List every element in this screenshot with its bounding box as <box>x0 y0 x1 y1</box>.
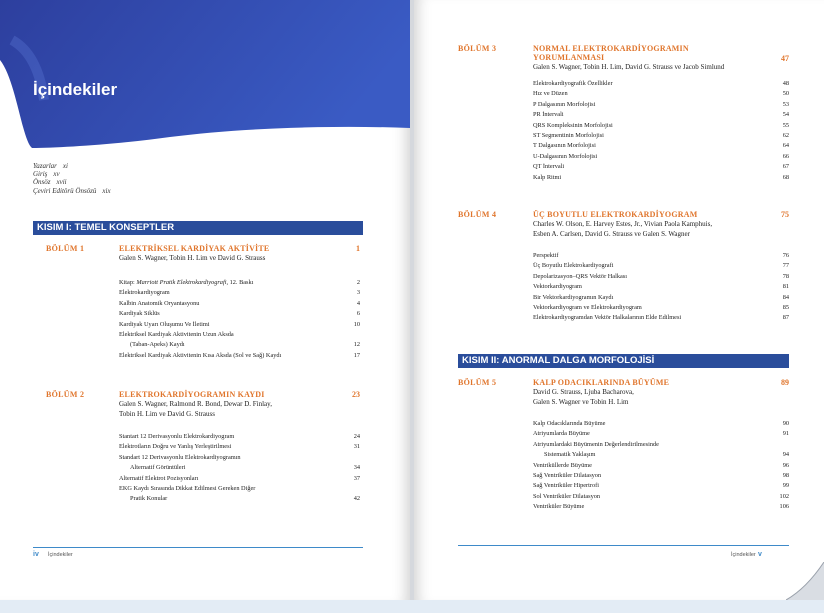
toc-row[interactable]: Kitap: Marriott Pratik Elektrokardiyografi, 12. Baskı 2 <box>119 279 360 286</box>
chapter-label: BÖLÜM 2 <box>46 390 85 399</box>
toc-row[interactable]: Atriyumlarda Büyüme 91 <box>533 430 789 438</box>
page-number: iv <box>33 551 39 558</box>
toc-row[interactable]: Standart 12 Derivasyonlu Elektrokardiyogramın <box>119 453 241 461</box>
page-title: İçindekiler <box>33 80 118 99</box>
toc-row[interactable]: Elektrokardiyogram 3 <box>119 289 360 297</box>
toc-row[interactable]: Kardiyak Uyarı Oluşumu Ve İletimi 10 <box>119 320 360 328</box>
header-wave-graphic <box>0 0 410 150</box>
front-matter-list <box>33 162 111 195</box>
toc-row[interactable]: Elektrotların Doğru ve Yanlış Yerleştirilmesi 31 <box>119 443 360 451</box>
toc-row[interactable]: Perspektif 76 <box>533 252 789 259</box>
toc-row[interactable]: Ventriküler Büyüme 106 <box>533 503 789 511</box>
chapter-label: BÖLÜM 1 <box>46 244 85 253</box>
chapter-contents-list <box>533 251 789 324</box>
footer-rule <box>458 545 789 546</box>
page-number: v <box>758 551 762 558</box>
chapter-contents-list <box>533 79 789 183</box>
chapter-authors: Galen S. Wagner, Ralmond R. Bond, Dewar D. Finlay, Tobin H. Lim ve David G. Strauss <box>119 400 272 418</box>
chapter-authors: Galen S. Wagner, Tobin H. Lim ve David G. Strauss <box>119 254 266 262</box>
toc-row[interactable]: (Taban-Apeks) Kaydı 12 <box>130 341 360 349</box>
right-page <box>414 0 824 600</box>
toc-row[interactable]: Elektriksel Kardiyak Aktivitenin Kısa Aksda (Sol ve Sağ) Kaydı 17 <box>119 351 360 359</box>
viewer-bottom-strip <box>0 600 824 613</box>
toc-row[interactable]: QT İntervali 67 <box>533 163 789 171</box>
chapter-title[interactable]: ELEKTRİKSEL KARDİYAK AKTİVİTE <box>119 244 270 253</box>
chapter-title[interactable]: NORMAL ELEKTROKARDİYOGRAMIN YORUMLANMASI <box>533 44 689 62</box>
chapter-label: BÖLÜM 3 <box>458 44 497 53</box>
toc-row[interactable]: QRS Kompleksinin Morfolojisi 55 <box>533 121 789 129</box>
toc-row[interactable]: Elektriksel Kardiyak Aktivitenin Uzun Aksda <box>119 330 234 338</box>
toc-row[interactable]: Sol Ventriküler Dilatasyon 102 <box>533 492 789 500</box>
toc-row[interactable]: U-Dalgasının Morfolojisi 66 <box>533 152 789 160</box>
front-matter-item[interactable]: Yazarlar xi <box>33 162 68 170</box>
chapter-authors: Charles W. Olson, E. Harvey Estes, Jr., Vivian Paola Kamphuis, Esben A. Carlsen, David G. Strauss ve Galen S. Wagner <box>533 220 713 238</box>
chapter-entry <box>458 210 789 250</box>
chapter-label: BÖLÜM 5 <box>458 378 497 387</box>
chapter-contents-list <box>533 419 789 513</box>
toc-row[interactable]: Kardiyak Siklüs 6 <box>119 310 360 318</box>
chapter-title[interactable]: KALP ODACIKLARINDA BÜYÜME <box>533 378 670 387</box>
toc-row[interactable]: Sağ Ventriküler Hipertrofi 99 <box>533 482 789 490</box>
toc-row[interactable]: Stantart 12 Derivasyonlu Elektrokardiyogram 24 <box>119 433 360 440</box>
toc-row[interactable]: Vektorkardiyogram 81 <box>533 283 789 291</box>
footer-rule <box>33 547 363 548</box>
toc-row[interactable]: Alternatif Görüntüleri 34 <box>130 464 360 472</box>
running-footer: İçindekiler <box>48 552 73 558</box>
toc-row[interactable]: Alternatif Elektrot Pozisyonları 37 <box>119 474 360 482</box>
toc-row[interactable]: Bir Vektorkardiyogramın Kaydı 84 <box>533 293 789 301</box>
toc-row[interactable]: Ventriküllerde Büyüme 96 <box>533 461 789 469</box>
front-matter-item[interactable]: Giriş xv <box>33 170 60 179</box>
toc-row[interactable]: P Dalgasının Morfolojisi 53 <box>533 100 789 108</box>
toc-row[interactable]: Sağ Ventriküler Dilatasyon 98 <box>533 471 789 479</box>
left-page <box>0 0 410 600</box>
front-matter-item[interactable]: Önsöz xvii <box>33 178 67 187</box>
chapter-entry <box>458 44 789 84</box>
chapter-contents-list <box>119 432 360 505</box>
toc-row[interactable]: Hız ve Düzen 50 <box>533 90 789 98</box>
chapter-page-number: 89 <box>781 378 789 387</box>
contents-header-banner <box>0 0 410 150</box>
toc-row[interactable]: Sistematik Yaklaşım 94 <box>544 451 789 459</box>
chapter-page-number: 23 <box>352 390 360 399</box>
toc-row[interactable]: PR İntervali 54 <box>533 111 789 119</box>
toc-row[interactable]: Elektrokardiyografik Özellikler 48 <box>533 80 789 87</box>
chapter-authors: David G. Strauss, Ljuba Bacharova, Galen S. Wagner ve Tobin H. Lim <box>533 388 634 406</box>
front-matter-item[interactable]: Çeviri Editörü Önsözü xix <box>33 186 111 195</box>
toc-row[interactable]: ST Segmentinin Morfolojisi 62 <box>533 131 789 139</box>
toc-row[interactable]: Kalbin Anatomik Oryantasyonu 4 <box>119 299 360 307</box>
toc-row[interactable]: EKG Kaydı Sırasında Dikkat Edilmesi Gereken Diğer <box>119 484 256 492</box>
toc-row[interactable]: Pratik Konular 42 <box>130 495 360 503</box>
toc-row[interactable]: Kalp Odacıklarında Büyüme 90 <box>533 420 789 427</box>
chapter-page-number: 1 <box>356 244 360 253</box>
toc-row[interactable]: Elektrokardiyogramdan Vektör Halkalarının Elde Edilmesi 87 <box>533 314 789 322</box>
chapter-page-number: 47 <box>781 54 789 63</box>
toc-row[interactable]: Üç Boyutlu Elektrokardiyografi 77 <box>533 262 789 270</box>
page-curl-icon[interactable] <box>786 562 824 600</box>
chapter-title[interactable]: ELEKTROKARDİYOGRAMIN KAYDI <box>119 390 265 399</box>
toc-row[interactable]: Kalp Ritmi 68 <box>533 173 789 181</box>
chapter-entry <box>46 390 360 430</box>
chapter-contents-list <box>119 278 360 361</box>
toc-row[interactable]: T Dalgasının Morfolojisi 64 <box>533 142 789 150</box>
chapter-authors: Galen S. Wagner, Tobin H. Lim, David G. Strauss ve Jacob Simlund <box>533 63 725 71</box>
toc-row[interactable]: Vektorkardiyogram ve Elektrokardiyogram 85 <box>533 303 789 311</box>
part-heading: KISIM I: TEMEL KONSEPTLER <box>33 221 363 235</box>
chapter-title[interactable]: ÜÇ BOYUTLU ELEKTROKARDİYOGRAM <box>533 210 698 219</box>
chapter-entry <box>458 378 789 418</box>
chapter-page-number: 75 <box>781 210 789 219</box>
chapter-label: BÖLÜM 4 <box>458 210 497 219</box>
part-heading: KISIM II: ANORMAL DALGA MORFOLOJİSİ <box>458 354 789 368</box>
running-footer: İçindekiler <box>731 552 756 558</box>
toc-row[interactable]: Atriyumlardaki Büyümenin Değerlendirilmesinde <box>533 440 659 448</box>
toc-row[interactable]: Depolarizasyon–QRS Vektör Halkası 78 <box>533 272 789 280</box>
